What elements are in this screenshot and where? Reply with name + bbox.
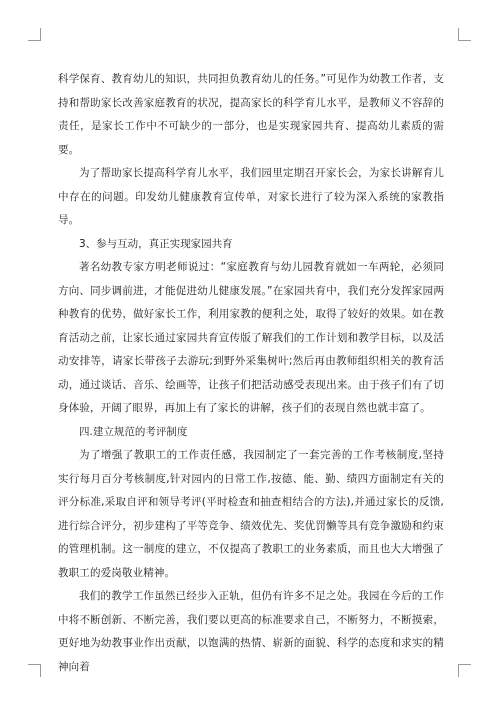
crop-mark-top-right <box>458 28 471 41</box>
crop-mark-top-left <box>28 28 41 41</box>
paragraph-co-education: 著名幼教专家方明老师说过：“家庭教育与幼儿园教育就如一车两轮，必须同方向、同步调前进，才能促进幼儿健康发展。”在家园共育中，我们充分发挥家园两种教育的优势，做好家长工作，利用家教的便利之处，取得了较好的效果。如在教育活动之前，让家长通过家园共育宣传版了解我们的工作计划和教学目标，以及活动安排等，请家长带孩子去游玩;到野外采集树叶;然后再由教师组织相关的教育活动，通过谈话、音乐、绘画等，让孩子们把活动感受表现出来。由于孩子们有了切身体验，开阔了眼界，再加上有了家长的讲解，孩子们的表现自然也就丰富了。 <box>58 261 444 414</box>
document-body <box>58 68 444 679</box>
paragraph-future-work: 我们的教学工作虽然已经步入正轨，但仍有许多不足之处。我园在今后的工作中将不断创新、不断完善，我们要以更高的标准要求自己，不断努力，不断摸索，更好地为幼教事业作出贡献，以饱满的热情、崭新的面貌、科学的态度和求实的精神向着 <box>58 590 444 673</box>
crop-mark-bottom-left <box>28 664 41 677</box>
paragraph-continuation: 科学保育、教育幼儿的知识，共同担负教育幼儿的任务。”可见作为幼教工作者，支持和帮助家长改善家庭教育的状况，提高家长的科学育儿水平，是教师义不容辞的责任，是家长工作中不可缺少的一部分，也是实现家园共育、提高幼儿素质的需要。 <box>58 73 444 156</box>
section-heading-evaluation: 四.建立规范的考评制度 <box>79 425 188 438</box>
section-heading-interaction: 3、参与互动，真正实现家园共育 <box>79 237 233 250</box>
paragraph-evaluation-system: 为了增强了教职工的工作责任感，我园制定了一套完善的工作考核制度,坚持实行每月百分考核制度,针对园内的日常工作,按德、能、勤、绩四方面制定有关的评分标准,采取自评和领导考评(平时检查和抽查相结合的方法),并通过家长的反馈,进行综合评分，初步建构了平等竞争、绩效优先、奖优罚懒等具有竞争激励和约束的管理机制。这一制度的建立，不仅提高了教职工的业务素质，而且也大大增强了教职工的爱岗敬业精神。 <box>58 449 444 579</box>
paragraph-parent-meetings: 为了帮助家长提高科学育儿水平，我们园里定期召开家长会，为家长讲解育儿中存在的问题。印发幼儿健康教育宣传单，对家长进行了较为深入系统的家教指导。 <box>58 167 444 226</box>
crop-mark-bottom-right <box>458 664 471 677</box>
